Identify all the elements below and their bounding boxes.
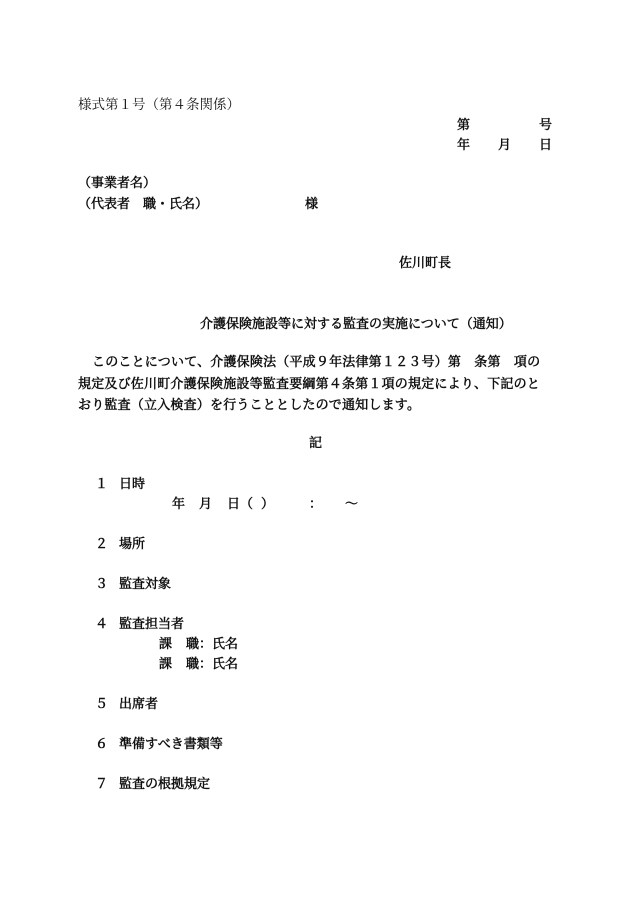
document-title: 介護保険施設等に対する監査の実施について（通知） <box>200 317 512 332</box>
body-paragraph <box>78 352 554 417</box>
item-number: ６ <box>95 737 109 752</box>
recipient-business-name: （事業者名） <box>78 176 157 191</box>
item-label-attendees: 出席者 <box>119 697 159 712</box>
doc-number-prefix: 第 <box>457 118 471 133</box>
item-label-documents: 準備すべき書類等 <box>119 737 223 752</box>
ki-heading: 記 <box>309 436 323 451</box>
inspector-role: 職：氏名 <box>186 657 239 672</box>
inspector-dept: 課 <box>159 657 173 672</box>
item-label-datetime: 日時 <box>119 477 146 492</box>
recipient-honorific: 様 <box>305 197 319 212</box>
inspector-dept: 課 <box>159 637 173 652</box>
sender-name: 佐川町長 <box>399 256 452 271</box>
item-label-audit-target: 監査対象 <box>119 577 172 592</box>
item-number: ２ <box>95 537 109 552</box>
inspector-role: 職：氏名 <box>186 637 239 652</box>
datetime-day: 日（ <box>227 497 254 512</box>
datetime-tilde: 〜 <box>345 497 359 512</box>
item-label-legal-basis: 監査の根拠規定 <box>119 777 211 792</box>
datetime-year: 年 <box>172 497 186 512</box>
item-number: １ <box>95 477 109 492</box>
item-label-inspectors: 監査担当者 <box>119 617 185 632</box>
item-label-place: 場所 <box>119 537 146 552</box>
body-line-1: このことについて、介護保険法（平成９年法律第１２３号）第 条第 項の <box>92 355 541 370</box>
body-line-2: 規定及び佐川町介護保険施設等監査要綱第４条第１項の規定により、下記のと <box>78 376 541 392</box>
date-month: 月 <box>498 138 512 153</box>
item-number: ４ <box>95 617 109 632</box>
form-label: 様式第１号（第４条関係） <box>78 97 240 113</box>
datetime-colon: ： <box>309 497 323 512</box>
body-line-3: おり監査（立入検査）を行うこととしたので通知します。 <box>78 398 421 413</box>
recipient-representative: （代表者 職・氏名） <box>78 197 209 212</box>
doc-number-suffix: 号 <box>539 118 553 133</box>
datetime-month: 月 <box>199 497 213 512</box>
item-number: ７ <box>95 777 109 792</box>
datetime-close-paren: ） <box>261 497 275 512</box>
date-year: 年 <box>457 138 471 153</box>
item-number: ５ <box>95 697 109 712</box>
item-number: ３ <box>95 577 109 592</box>
date-day: 日 <box>539 138 553 153</box>
